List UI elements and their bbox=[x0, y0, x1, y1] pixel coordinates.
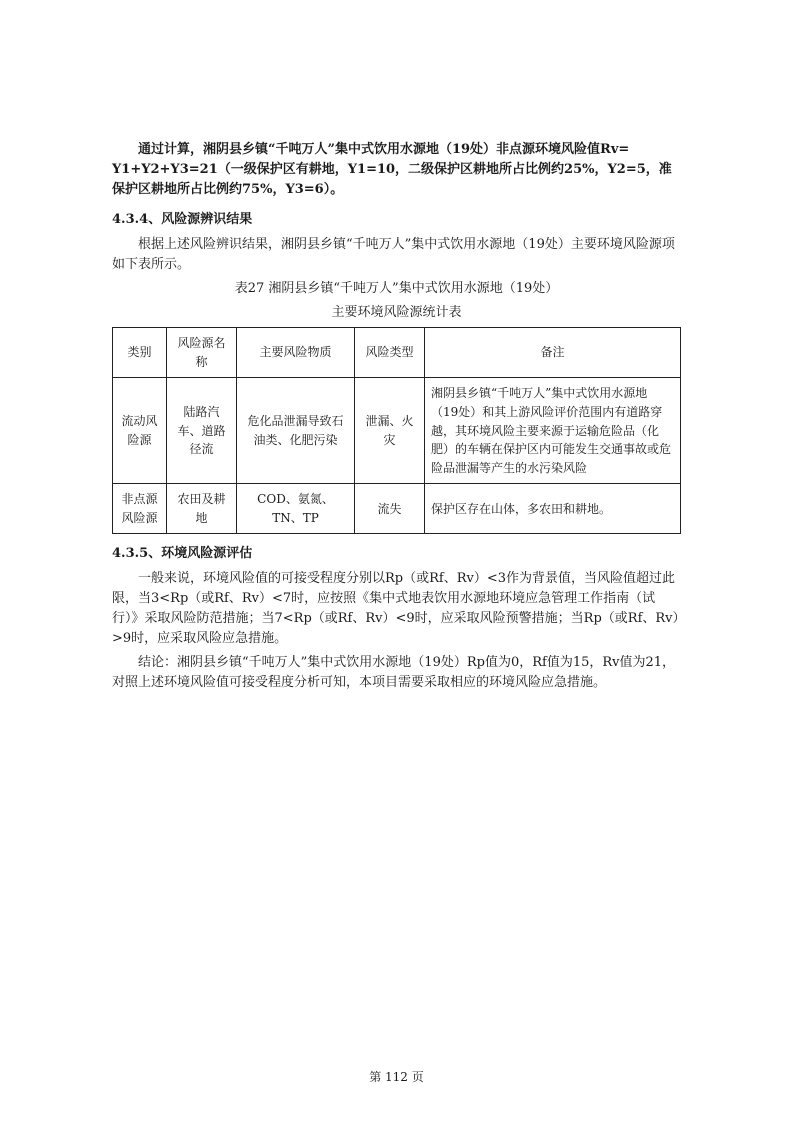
risk-value-paragraph: 通过计算，湘阴县乡镇“千吨万人”集中式饮用水源地（19处）非点源环境风险值Rv= Y1+Y2+Y3=21（一级保护区有耕地，Y1=10，二级保护区耕地所占比例约25%，Y2=5，准保护区耕地所占比例约75%，Y3=6）。 bbox=[112, 142, 672, 198]
cell-source: 农田及耕地 bbox=[167, 484, 237, 534]
section-434-paragraph: 根据上述风险辨识结果，湘阴县乡镇“千吨万人”集中式饮用水源地（19处）主要环境风险源项如下表所示。 bbox=[112, 236, 675, 272]
table-header-row bbox=[113, 328, 681, 378]
cell-material: 危化品泄漏导致石油类、化肥污染 bbox=[237, 378, 355, 484]
cell-category: 非点源风险源 bbox=[113, 484, 167, 534]
header-note: 备注 bbox=[425, 328, 681, 378]
cell-note: 保护区存在山体，多农田和耕地。 bbox=[425, 484, 681, 534]
table-caption-line1: 表27 湘阴县乡镇“千吨万人”集中式饮用水源地（19处） bbox=[234, 280, 559, 296]
section-435-heading: 4.3.5、环境风险源评估 bbox=[112, 546, 253, 562]
cell-category: 流动风险源 bbox=[113, 378, 167, 484]
cell-type: 流失 bbox=[355, 484, 425, 534]
cell-material: COD、氨氮、TN、TP bbox=[237, 484, 355, 534]
cell-source: 陆路汽车、道路径流 bbox=[167, 378, 237, 484]
cell-type: 泄漏、火灾 bbox=[355, 378, 425, 484]
table-row bbox=[113, 484, 681, 534]
header-material: 主要风险物质 bbox=[237, 328, 355, 378]
risk-source-table bbox=[112, 327, 681, 534]
header-type: 风险类型 bbox=[355, 328, 425, 378]
header-category: 类别 bbox=[113, 328, 167, 378]
section-435-paragraph-1: 一般来说，环境风险值的可接受程度分别以Rp（或Rf、Rv）<3作为背景值，当风险值超过此限，当3<Rp（或Rf、Rv）<7时，应按照《集中式地表饮用水源地环境应急管理工作指南（试行）》采取风险防范措施；当7<Rp（或Rf、Rv）<9时，应采取风险预警措施；当Rp（或Rf、Rv）>9时，应采取风险应急措施。 bbox=[112, 570, 680, 647]
section-435-conclusion: 结论：湘阴县乡镇“千吨万人”集中式饮用水源地（19处）Rp值为0，Rf值为15，Rv值为21，对照上述环境风险值可接受程度分析可知，本项目需要采取相应的环境风险应急措施。 bbox=[112, 655, 676, 691]
header-source: 风险源名称 bbox=[167, 328, 237, 378]
section-434-heading: 4.3.4、风险源辨识结果 bbox=[112, 212, 253, 228]
table-caption-line2: 主要环境风险源统计表 bbox=[331, 304, 462, 320]
page-number: 第 112 页 bbox=[369, 1070, 424, 1084]
table-row bbox=[113, 378, 681, 484]
cell-note: 湘阴县乡镇“千吨万人”集中式饮用水源地（19处）和其上游风险评价范围内有道路穿越，其环境风险主要来源于运输危险品（化肥）的车辆在保护区内可能发生交通事故或危险品泄漏等产生的水污染风险 bbox=[425, 378, 681, 484]
